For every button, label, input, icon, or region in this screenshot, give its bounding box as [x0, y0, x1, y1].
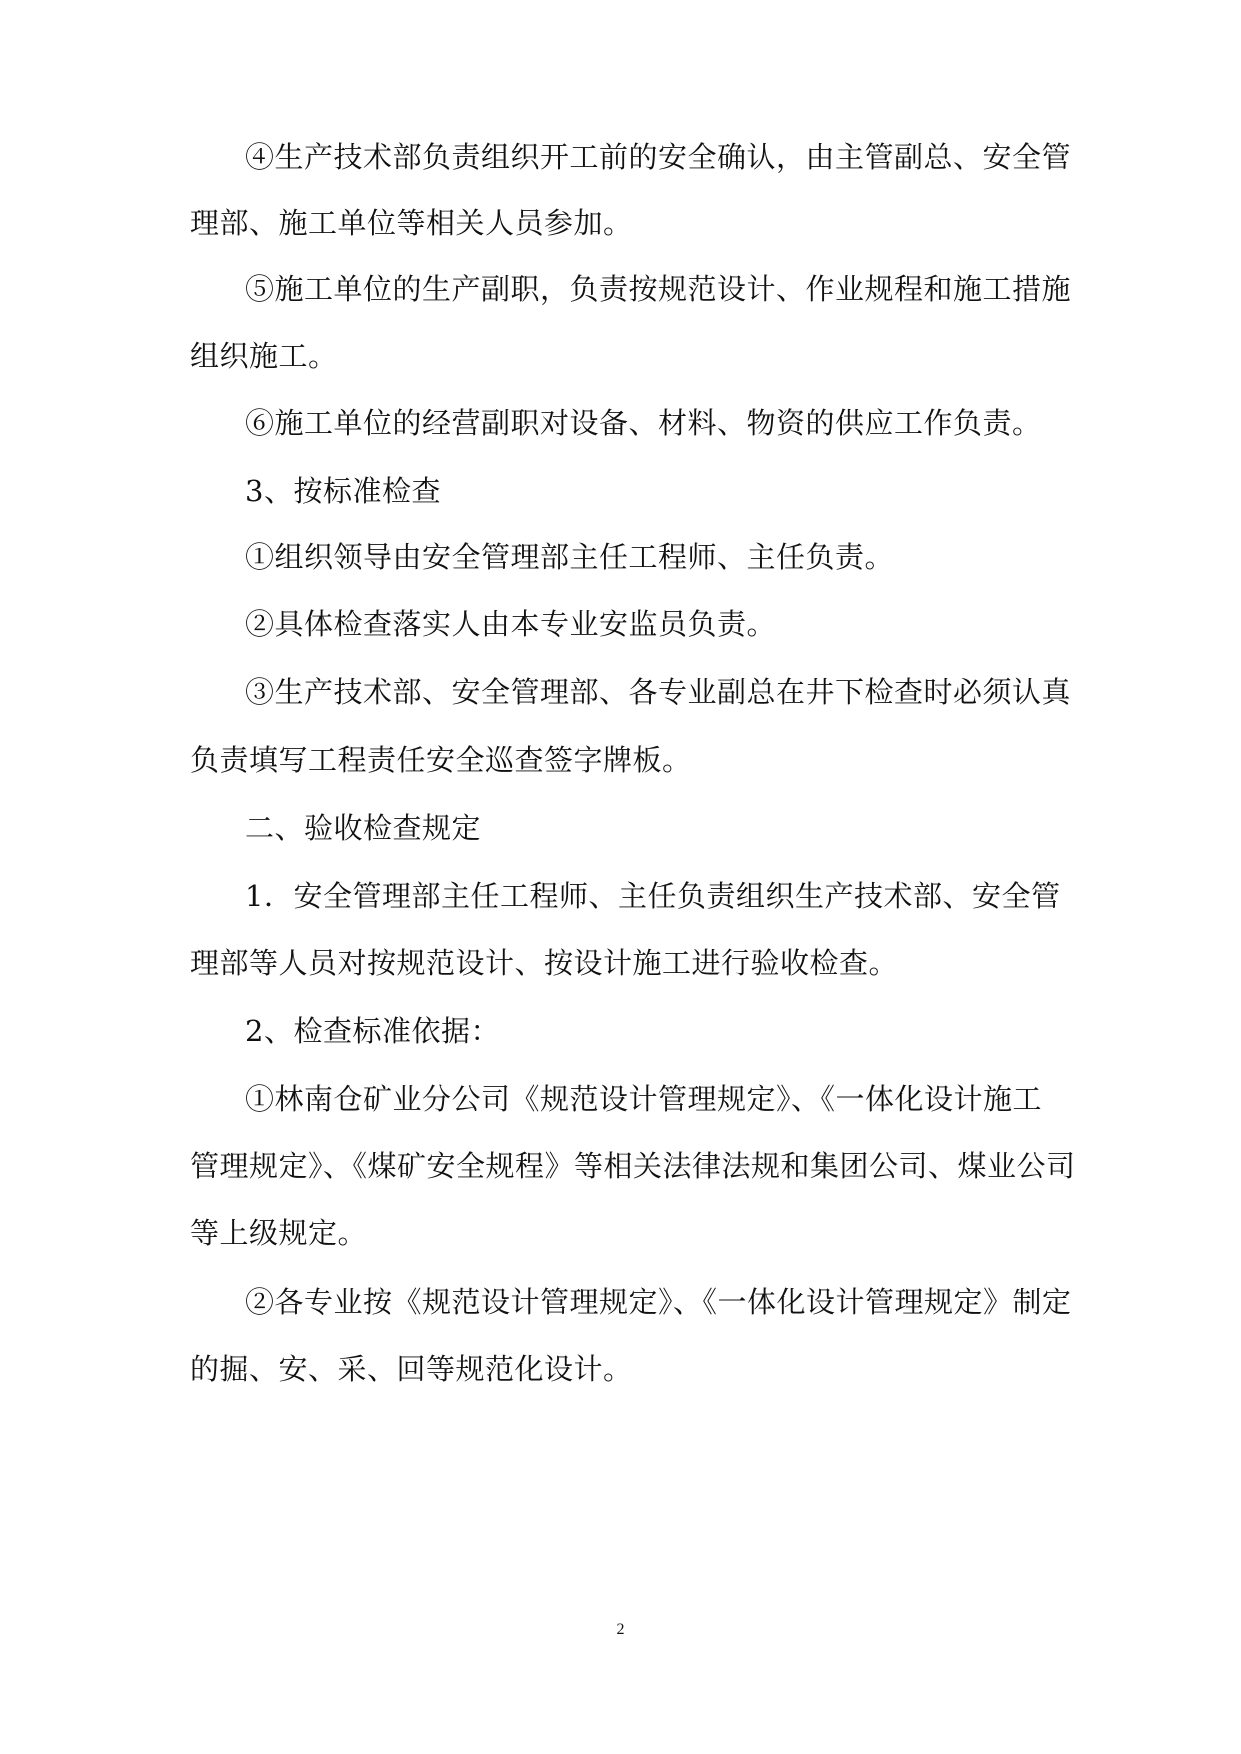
- paragraph-line: 1．安全管理部主任工程师、主任负责组织生产技术部、安全管: [245, 879, 1061, 913]
- paragraph-line: 组织施工。: [190, 339, 338, 373]
- paragraph-line: ⑥施工单位的经营副职对设备、材料、物资的供应工作负责。: [245, 406, 1042, 440]
- paragraph-line: 理部、施工单位等相关人员参加。: [190, 206, 633, 240]
- paragraph-line: 等上级规定。: [190, 1216, 368, 1250]
- paragraph-line: ③生产技术部、安全管理部、各专业副总在井下检查时必须认真: [245, 675, 1072, 709]
- section-heading: 3、按标准检查: [245, 474, 441, 508]
- paragraph-line: ②各专业按《规范设计管理规定》、《一体化设计管理规定》制定: [245, 1285, 1072, 1319]
- paragraph-line: ①林南仓矿业分公司《规范设计管理规定》、《一体化设计施工: [245, 1082, 1043, 1116]
- paragraph-line: ②具体检查落实人由本专业安监员负责。: [245, 607, 777, 641]
- paragraph-line: 理部等人员对按规范设计、按设计施工进行验收检查。: [190, 946, 899, 980]
- paragraph-line: 管理规定》、《煤矿安全规程》等相关法律法规和集团公司、煤业公司: [190, 1149, 1076, 1183]
- section-heading: 二、验收检查规定: [245, 811, 482, 845]
- paragraph-line: 负责填写工程责任安全巡查签字牌板。: [190, 743, 692, 777]
- paragraph-line: ①组织领导由安全管理部主任工程师、主任负责。: [245, 540, 895, 574]
- page-number: 2: [616, 1621, 625, 1638]
- paragraph-line: 的掘、安、采、回等规范化设计。: [190, 1352, 633, 1386]
- section-heading: 2、检查标准依据：: [245, 1014, 500, 1048]
- paragraph-line: ④生产技术部负责组织开工前的安全确认，由主管副总、安全管: [245, 140, 1072, 174]
- paragraph-line: ⑤施工单位的生产副职，负责按规范设计、作业规程和施工措施: [245, 272, 1072, 306]
